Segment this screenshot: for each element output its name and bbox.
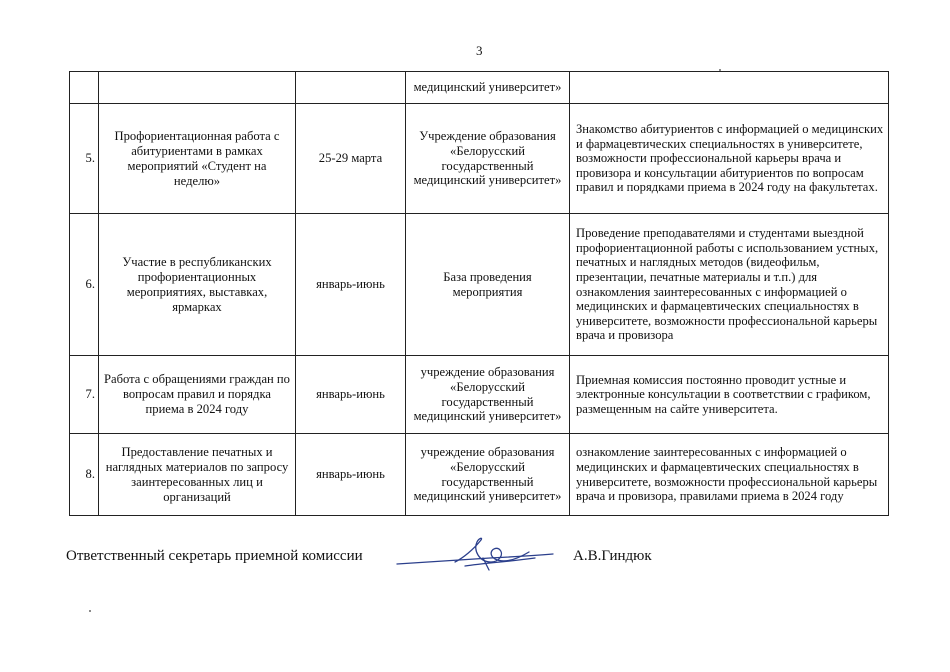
- description-cell: [570, 72, 889, 104]
- event-cell: Участие в республиканских профориентационных мероприятиях, выставках, ярмарках: [99, 214, 296, 356]
- page-number: 3: [476, 43, 483, 58]
- table-row: [70, 104, 889, 214]
- description-cell: Знакомство абитуриентов с информацией о медицинских и фармацевтических специальностях в университете, возможности профессиональной карьеры врача и провизора и консультации абитуриентов по вопросам правил и порядками приема в 2024 году на факультетах.: [570, 104, 889, 214]
- dates-cell: [296, 72, 406, 104]
- dates-cell: 25-29 марта: [296, 104, 406, 214]
- handwritten-signature: [395, 532, 555, 582]
- description-cell: Приемная комиссия постоянно проводит устные и электронные консультации в соответствии с графиком, размещенным на сайте университета.: [570, 356, 889, 434]
- dates-cell: январь-июнь: [296, 214, 406, 356]
- organization-cell: медицинский университет»: [406, 72, 570, 104]
- dates-cell: январь-июнь: [296, 434, 406, 516]
- events-table: [69, 71, 889, 516]
- row-number-cell: 8.: [70, 434, 99, 516]
- row-number-cell: 5.: [70, 104, 99, 214]
- table-row: [70, 72, 889, 104]
- organization-cell: База проведения мероприятия: [406, 214, 570, 356]
- scan-speck: [89, 610, 91, 612]
- event-cell: Предоставление печатных и наглядных материалов по запросу заинтересованных лиц и организаций: [99, 434, 296, 516]
- description-cell: Проведение преподавателями и студентами выездной профориентационной работы с использованием устных, печатных и наглядных методов (видеофильм, презентации, печатные материалы и т.п.) для ознакомления заинтересованных с информацией о медицинских и фармацевтических специальностях в университете, возможности профессиональной карьеры врача и провизора: [570, 214, 889, 356]
- organization-cell: учреждение образования «Белорусский государственный медицинский университет»: [406, 434, 570, 516]
- scan-speck: [719, 69, 721, 71]
- responsible-secretary-label: Ответственный секретарь приемной комиссии: [66, 548, 363, 564]
- row-number-cell: [70, 72, 99, 104]
- table-row: [70, 214, 889, 356]
- secretary-name: А.В.Гиндюк: [573, 548, 652, 564]
- row-number-cell: 6.: [70, 214, 99, 356]
- event-cell: Профориентационная работа с абитуриентами в рамках мероприятий «Студент на неделю»: [99, 104, 296, 214]
- description-cell: ознакомление заинтересованных с информацией о медицинских и фармацевтических специальностях в университете, возможности профессиональной карьеры врача и провизора, правилами приема в 2024 году: [570, 434, 889, 516]
- event-cell: [99, 72, 296, 104]
- event-cell: Работа с обращениями граждан по вопросам правил и порядка приема в 2024 году: [99, 356, 296, 434]
- row-number-cell: 7.: [70, 356, 99, 434]
- dates-cell: январь-июнь: [296, 356, 406, 434]
- table-row: [70, 356, 889, 434]
- organization-cell: Учреждение образования «Белорусский государственный медицинский университет»: [406, 104, 570, 214]
- table-row: [70, 434, 889, 516]
- organization-cell: учреждение образования «Белорусский государственный медицинский университет»: [406, 356, 570, 434]
